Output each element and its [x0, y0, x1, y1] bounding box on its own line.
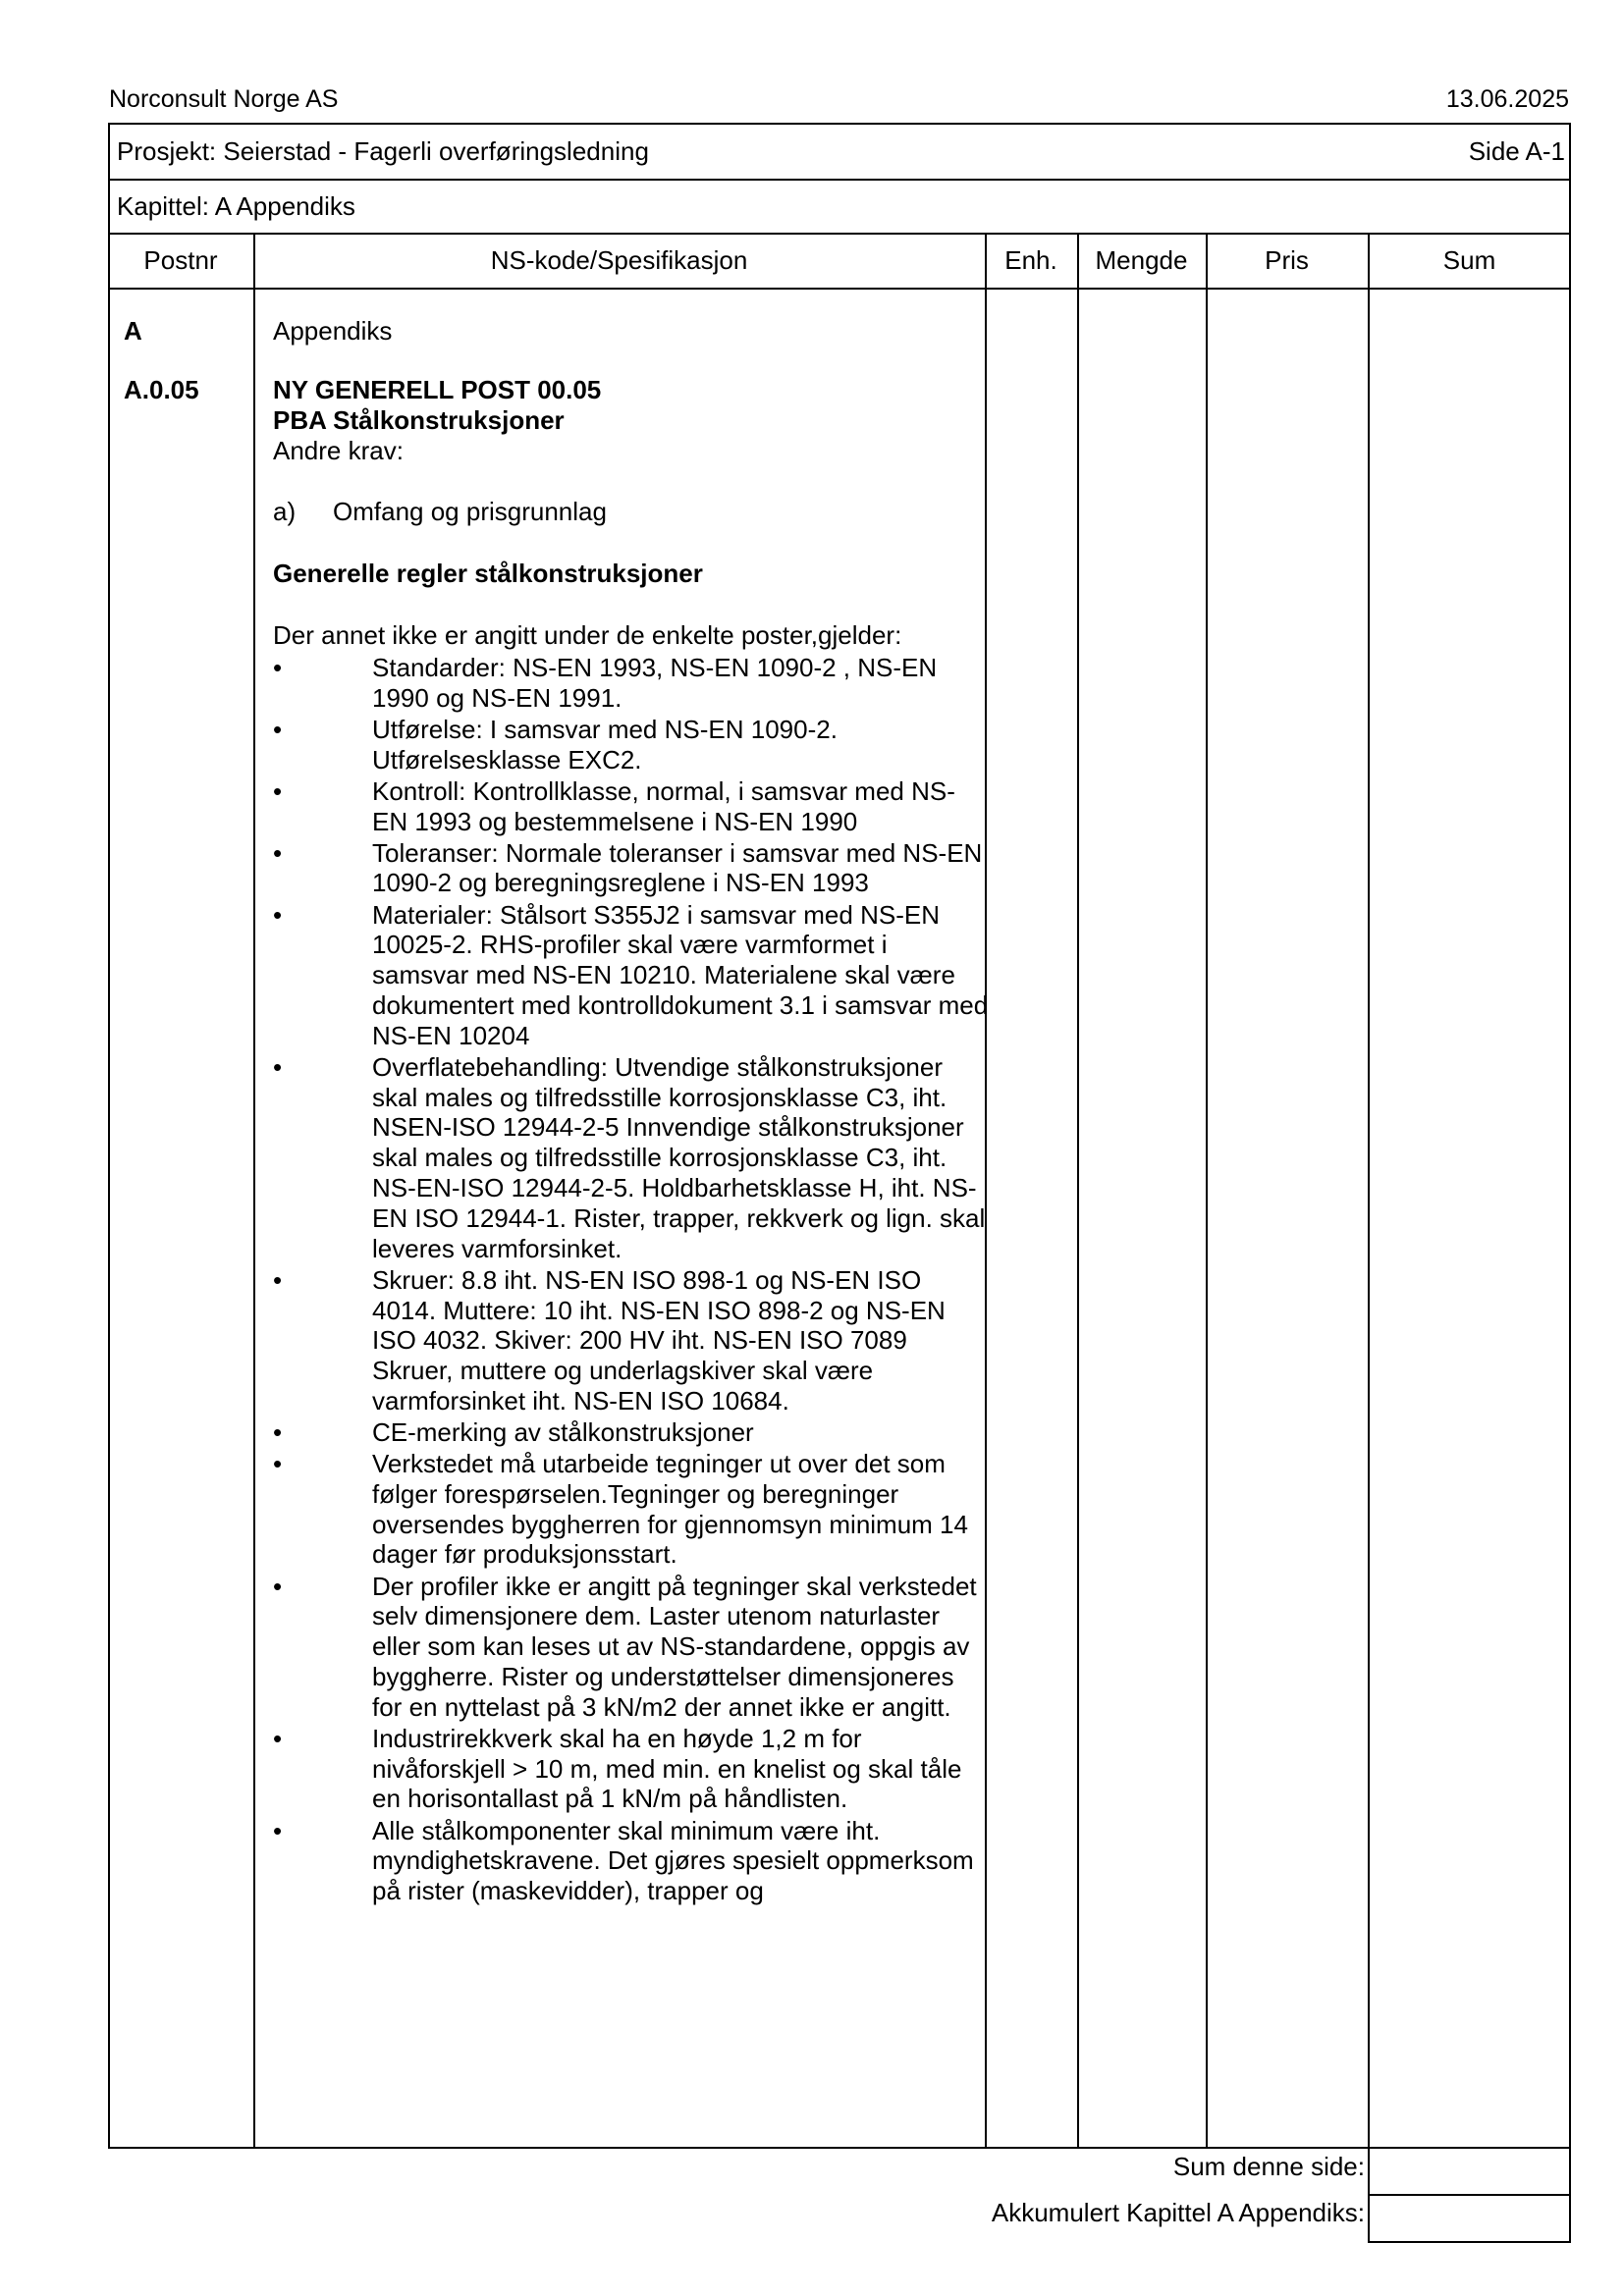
accumulated-label: Akkumulert Kapittel A Appendiks: — [991, 2198, 1365, 2227]
list-item: • Alle stålkomponenter skal minimum være iht. myndighetskravene. Det gjøres spesielt oppmerksom på rister (maskevidder), trapper og — [273, 1815, 974, 1906]
column-header-spec: NS-kode/Spesifikasjon — [490, 245, 748, 275]
subsection-letter: a) — [273, 497, 297, 526]
header-divider — [108, 288, 1571, 290]
bullet-icon: • — [273, 1449, 283, 1479]
list-item: • Verkstedet må utarbeide tegninger ut over det som følger forespørselen.Tegninger og beregninger oversendes byggherren for gjennomsyn minimum 14 dager før produksjonsstart. — [273, 1449, 968, 1570]
bullet-icon: • — [273, 1571, 283, 1601]
bullet-icon: • — [273, 1417, 283, 1447]
bullet-icon: • — [273, 837, 283, 868]
column-header-price: Pris — [1265, 245, 1309, 275]
requirements-list — [273, 653, 990, 1907]
company-name: Norconsult Norge AS — [109, 85, 339, 113]
sum-page-field — [1368, 2147, 1571, 2196]
table-header-row — [108, 233, 1571, 288]
list-item: • Industrirekkverk skal ha en høyde 1,2 m for nivåforskjell > 10 m, med min. en knelist og skal tåle en horisontallast på 1 kN/m på håndlisten. — [273, 1723, 962, 1814]
list-item: • Standarder: NS-EN 1993, NS-EN 1090-2 , NS-EN 1990 og NS-EN 1991. — [273, 653, 938, 713]
list-item: • Kontroll: Kontrollklasse, normal, i samsvar med NS-EN 1993 og bestemmelsene i NS-EN 1990 — [273, 775, 955, 836]
rules-heading: Generelle regler stålkonstruksjoner — [273, 559, 703, 588]
page-number: Side A-1 — [1468, 136, 1565, 166]
item-title: NY GENERELL POST 00.05 — [273, 375, 602, 404]
list-item: • CE-merking av stålkonstruksjoner — [273, 1417, 754, 1447]
bullet-icon: • — [273, 1815, 283, 1845]
bullet-icon: • — [273, 1264, 283, 1295]
item-code: A.0.05 — [124, 375, 199, 404]
item-subtitle: PBA Stålkonstruksjoner — [273, 405, 565, 435]
accumulated-field — [1368, 2194, 1571, 2243]
rules-intro: Der annet ikke er angitt under de enkelte poster,gjelder: — [273, 620, 902, 650]
list-item: • Materialer: Stålsort S355J2 i samsvar med NS-EN 10025-2. RHS-profiler skal være varmformet i samsvar med NS-EN 10210. Materialene skal være dokumentert med kontrolldokument 3.1 i samsvar med NS-EN 10204 — [273, 899, 989, 1050]
list-item: • Utførelse: I samsvar med NS-EN 1090-2. Utførelsesklasse EXC2. — [273, 714, 838, 774]
column-separator — [1206, 233, 1208, 2149]
list-item: • Skruer: 8.8 iht. NS-EN ISO 898-1 og NS-EN ISO 4014. Muttere: 10 iht. NS-EN ISO 898-2 og NS-EN ISO 4032. Skiver: 200 HV iht. NS-EN ISO 7089 Skruer, muttere og underlagskiver skal være varmforsinket iht. NS-EN ISO 10684. — [273, 1264, 946, 1415]
subsection-title: Omfang og prisgrunnlag — [333, 497, 607, 526]
column-header-postnr: Postnr — [143, 245, 218, 275]
column-header-sum: Sum — [1442, 245, 1496, 275]
other-requirements-label: Andre krav: — [273, 436, 404, 465]
chapter-title-text: Appendiks — [273, 316, 393, 346]
list-item: • Der profiler ikke er angitt på tegninger skal verkstedet selv dimensjonere dem. Laster utenom naturlaster eller som kan leses ut av NS-standardene, oppgis av byggherre. Rister og understøttelser dimensjoneres for en nyttelast på 3 kN/m2 der annet ikke er angitt. — [273, 1571, 977, 1722]
bullet-icon: • — [273, 1723, 283, 1753]
document-date: 13.06.2025 — [1445, 85, 1569, 113]
column-header-unit: Enh. — [1004, 245, 1057, 275]
bullet-icon: • — [273, 714, 283, 744]
bullet-icon: • — [273, 775, 283, 806]
list-item: • Overflatebehandling: Utvendige stålkonstruksjoner skal males og tilfredsstille korrosjonsklasse C3, iht. NSEN-ISO 12944-2-5 Innvendige stålkonstruksjoner skal males og tilfredsstille korrosjonsklasse C3, iht. NS-EN-ISO 12944-2-5. Holdbarhetsklasse H, iht. NS-EN ISO 12944-1. Rister, trapper, rekkverk og lign. skal leveres varmforsinket. — [273, 1051, 986, 1263]
column-separator — [1077, 233, 1079, 2149]
list-item: • Toleranser: Normale toleranser i samsvar med NS-EN 1090-2 og beregningsreglene i NS-EN 1993 — [273, 837, 983, 898]
column-separator — [1368, 233, 1370, 2149]
bullet-icon: • — [273, 899, 283, 930]
sum-page-label: Sum denne side: — [1172, 2152, 1365, 2181]
divider — [108, 179, 1571, 181]
column-header-quantity: Mengde — [1095, 245, 1188, 275]
chapter-code: A — [124, 316, 142, 346]
chapter-title: Kapittel: A Appendiks — [117, 191, 355, 221]
project-title: Prosjekt: Seierstad - Fagerli overføringsledning — [117, 136, 649, 166]
bullet-icon: • — [273, 653, 283, 682]
column-separator — [253, 233, 255, 2149]
bullet-icon: • — [273, 1051, 283, 1082]
